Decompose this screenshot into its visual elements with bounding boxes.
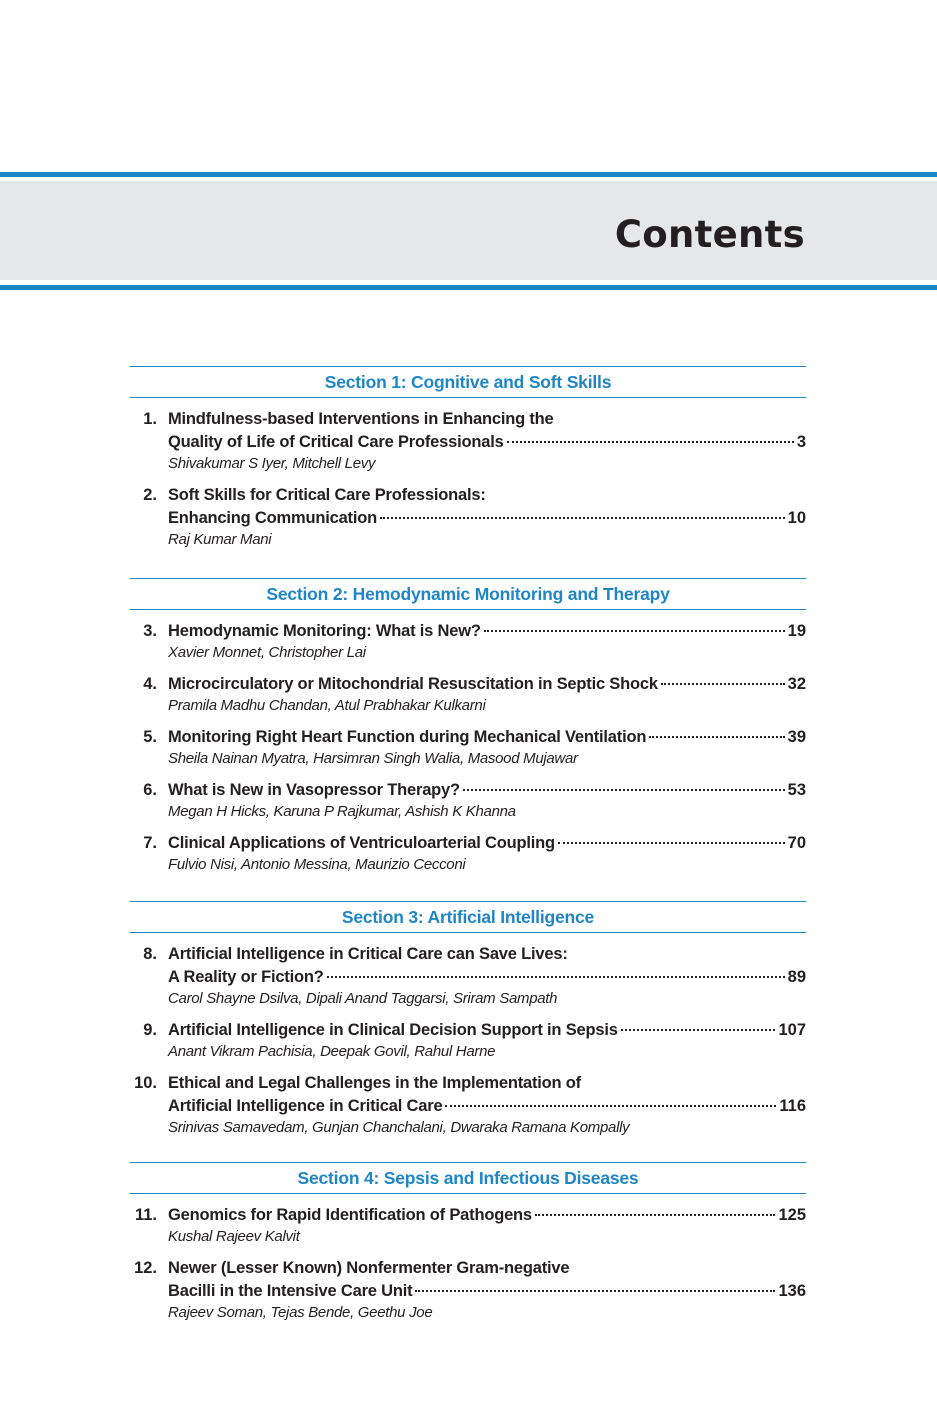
dot-leader: [649, 736, 784, 738]
chapter-authors: Kushal Rajeev Kalvit: [168, 1228, 300, 1245]
chapter-title-line: Soft Skills for Critical Care Professionals:: [168, 486, 486, 504]
chapter-title-row: [168, 1280, 806, 1303]
chapter-number: 6.: [143, 781, 157, 799]
chapter-authors: Rajeev Soman, Tejas Bende, Geethu Joe: [168, 1304, 433, 1321]
dot-leader: [558, 842, 785, 844]
chapter-authors: Shivakumar S Iyer, Mitchell Levy: [168, 455, 376, 472]
toc-section: [130, 1162, 806, 1323]
toc-entry[interactable]: [130, 1257, 806, 1323]
toc-section: [130, 901, 806, 1138]
chapter-number: 8.: [143, 945, 157, 963]
chapter-title-row: [168, 1095, 806, 1118]
chapter-number: 9.: [143, 1021, 157, 1039]
page-number: 107: [778, 1021, 806, 1039]
chapter-title: Microcirculatory or Mitochondrial Resuscitation in Septic Shock: [168, 675, 658, 693]
section-heading: Section 1: Cognitive and Soft Skills: [130, 366, 806, 398]
toc-entry[interactable]: [130, 1072, 806, 1138]
page-number: 53: [787, 781, 806, 799]
chapter-number: 1.: [143, 410, 157, 428]
toc-section: [130, 578, 806, 875]
chapter-title: Monitoring Right Heart Function during Mechanical Ventilation: [168, 728, 647, 746]
page-number: 19: [787, 622, 806, 640]
toc-entry[interactable]: [130, 408, 806, 474]
page-number: 116: [779, 1097, 806, 1115]
chapter-authors: Srinivas Samavedam, Gunjan Chanchalani, Dwaraka Ramana Kompally: [168, 1119, 630, 1136]
chapter-authors: Anant Vikram Pachisia, Deepak Govil, Rahul Harne: [168, 1043, 496, 1060]
toc-entry[interactable]: [130, 484, 806, 550]
chapter-authors: Sheila Nainan Myatra, Harsimran Singh Walia, Masood Mujawar: [168, 750, 578, 767]
chapter-authors: Fulvio Nisi, Antonio Messina, Maurizio Cecconi: [168, 856, 466, 873]
page-number: 136: [778, 1282, 806, 1300]
chapter-title: Artificial Intelligence in Clinical Decision Support in Sepsis: [168, 1021, 618, 1039]
chapter-title: Hemodynamic Monitoring: What is New?: [168, 622, 481, 640]
chapter-authors: Megan H Hicks, Karuna P Rajkumar, Ashish K Khanna: [168, 803, 516, 820]
chapter-authors: Xavier Monnet, Christopher Lai: [168, 644, 366, 661]
chapter-number: 5.: [143, 728, 157, 746]
dot-leader: [484, 630, 785, 632]
table-of-contents: [130, 366, 806, 1323]
chapter-title: A Reality or Fiction?: [168, 968, 324, 986]
chapter-title-line: Mindfulness-based Interventions in Enhancing the: [168, 410, 554, 428]
dot-leader: [463, 789, 785, 791]
page-number: 125: [778, 1206, 806, 1224]
dot-leader: [380, 517, 785, 519]
chapter-number: 10.: [134, 1074, 157, 1092]
chapter-title: Genomics for Rapid Identification of Pathogens: [168, 1206, 532, 1224]
chapter-number: 11.: [134, 1206, 157, 1224]
chapter-title: Quality of Life of Critical Care Professionals: [168, 433, 504, 451]
dot-leader: [445, 1105, 776, 1107]
chapter-title: Enhancing Communication: [168, 509, 377, 527]
dot-leader: [327, 976, 785, 978]
page-number: 32: [787, 675, 806, 693]
chapter-authors: Raj Kumar Mani: [168, 531, 272, 548]
dot-leader: [535, 1214, 776, 1216]
section-heading: Section 3: Artificial Intelligence: [130, 901, 806, 933]
chapter-title: Clinical Applications of Ventriculoarterial Coupling: [168, 834, 555, 852]
chapter-title-line: Newer (Lesser Known) Nonfermenter Gram-negative: [168, 1259, 570, 1277]
chapter-title-row: [168, 620, 806, 643]
toc-entry[interactable]: [130, 943, 806, 1009]
chapter-title: Bacilli in the Intensive Care Unit: [168, 1282, 413, 1300]
dot-leader: [661, 683, 785, 685]
chapter-title: What is New in Vasopressor Therapy?: [168, 781, 460, 799]
page-title: Contents: [614, 213, 805, 256]
toc-entry[interactable]: [130, 832, 806, 875]
page-number: 89: [787, 968, 806, 986]
section-heading: Section 2: Hemodynamic Monitoring and Therapy: [130, 578, 806, 610]
dot-leader: [507, 441, 794, 443]
chapter-authors: Pramila Madhu Chandan, Atul Prabhakar Kulkarni: [168, 697, 486, 714]
chapter-authors: Carol Shayne Dsilva, Dipali Anand Taggarsi, Sriram Sampath: [168, 990, 558, 1007]
page-number: 10: [787, 509, 806, 527]
chapter-title-row: [168, 779, 806, 802]
chapter-title-row: [168, 1204, 806, 1227]
chapter-title-row: [168, 726, 806, 749]
toc-entry[interactable]: [130, 779, 806, 822]
toc-entry[interactable]: [130, 1204, 806, 1247]
chapter-title-line: Artificial Intelligence in Critical Care can Save Lives:: [168, 945, 568, 963]
chapter-title: Artificial Intelligence in Critical Care: [168, 1097, 443, 1115]
page-number: 3: [796, 433, 806, 451]
chapter-title-row: [168, 832, 806, 855]
chapter-number: 2.: [143, 486, 157, 504]
toc-section: [130, 366, 806, 550]
toc-entry[interactable]: [130, 726, 806, 769]
chapter-title-row: [168, 966, 806, 989]
toc-entry[interactable]: [130, 1019, 806, 1062]
chapter-number: 7.: [143, 834, 157, 852]
chapter-title-row: [168, 431, 806, 454]
chapter-number: 12.: [134, 1259, 157, 1277]
contents-header-band: [0, 172, 937, 290]
chapter-title-row: [168, 673, 806, 696]
section-heading: Section 4: Sepsis and Infectious Diseases: [130, 1162, 806, 1194]
dot-leader: [415, 1290, 775, 1292]
chapter-title-line: Ethical and Legal Challenges in the Implementation of: [168, 1074, 581, 1092]
page-number: 70: [787, 834, 806, 852]
toc-entry[interactable]: [130, 673, 806, 716]
chapter-number: 3.: [143, 622, 157, 640]
page-number: 39: [787, 728, 806, 746]
toc-entry[interactable]: [130, 620, 806, 663]
chapter-title-row: [168, 1019, 806, 1042]
dot-leader: [621, 1029, 776, 1031]
chapter-title-row: [168, 507, 806, 530]
chapter-number: 4.: [143, 675, 157, 693]
